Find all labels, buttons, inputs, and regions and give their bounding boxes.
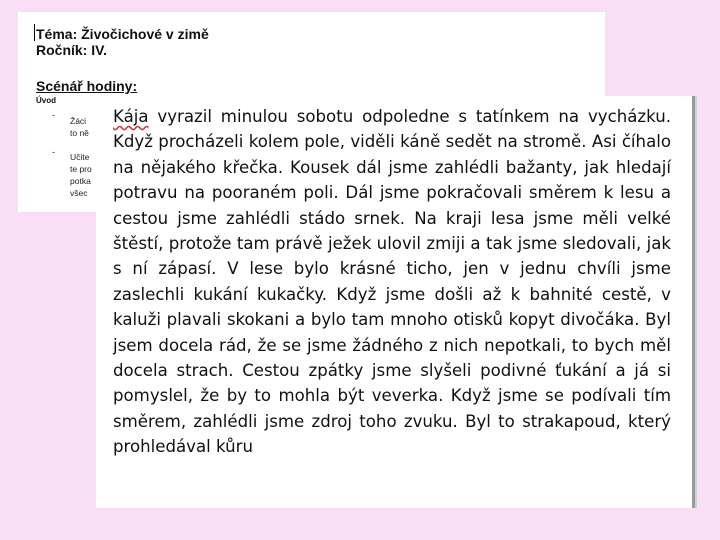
topic-line: Téma: Živočichové v zimě <box>36 26 209 42</box>
intro-label: Úvod <box>36 96 56 105</box>
text-fragment: Učite <box>70 152 90 162</box>
text-fragment: Žáci <box>70 116 87 126</box>
text-fragment: potka <box>70 176 91 186</box>
story-text: vyrazil minulou sobotu odpoledne s tatínkem na vycházku. Když procházeli kolem pole, viděli káně sedět na stromě. Asi číhalo na nějakého křečka. Kousek dál jsme zahlédli bažanty, jak hledají potravu na pooraném poli. Dál jsme pokračovali směrem k lesu a cestou jsme zahlédli stádo srnek. Na kraji lesa jsme měli velké štěstí, protože tam právě ježek ulovil zmiji a tak jsme sledovali, jak s ní zápasí. V lese bylo krásné ticho, jen v jednu chvíli jsme zaslechli kukání kukačky. Když jsme došli až k bahnité cestě, v kaluži plavali skokani a bylo tam mnoho otisků kopyt divočáka. Byl jsem docela rád, že se jsme žádného z nich nepotkali, to bych měl docela strach. Cestou zpátky jsme slyšeli podivné ťukání a já si pomyslel, že by to mohla být veverka. Když jsme se podívali tím směrem, zahlédli jsme zdroj toho zvuku. Byl to strakapoud, který prohledával kůru <box>113 107 671 457</box>
bullet-marker: - <box>52 147 55 157</box>
scenario-heading: Scénář hodiny: <box>36 78 138 94</box>
bullet-marker: - <box>52 110 55 120</box>
spellcheck-word: Kája <box>113 107 149 126</box>
grade-line: Ročník: IV. <box>36 42 108 58</box>
text-fragment: te pro <box>70 164 92 174</box>
story-document <box>96 96 695 508</box>
text-cursor <box>34 24 35 41</box>
text-fragment: všec <box>70 188 88 198</box>
text-fragment: to ně <box>70 128 89 138</box>
story-paragraph <box>113 104 671 460</box>
